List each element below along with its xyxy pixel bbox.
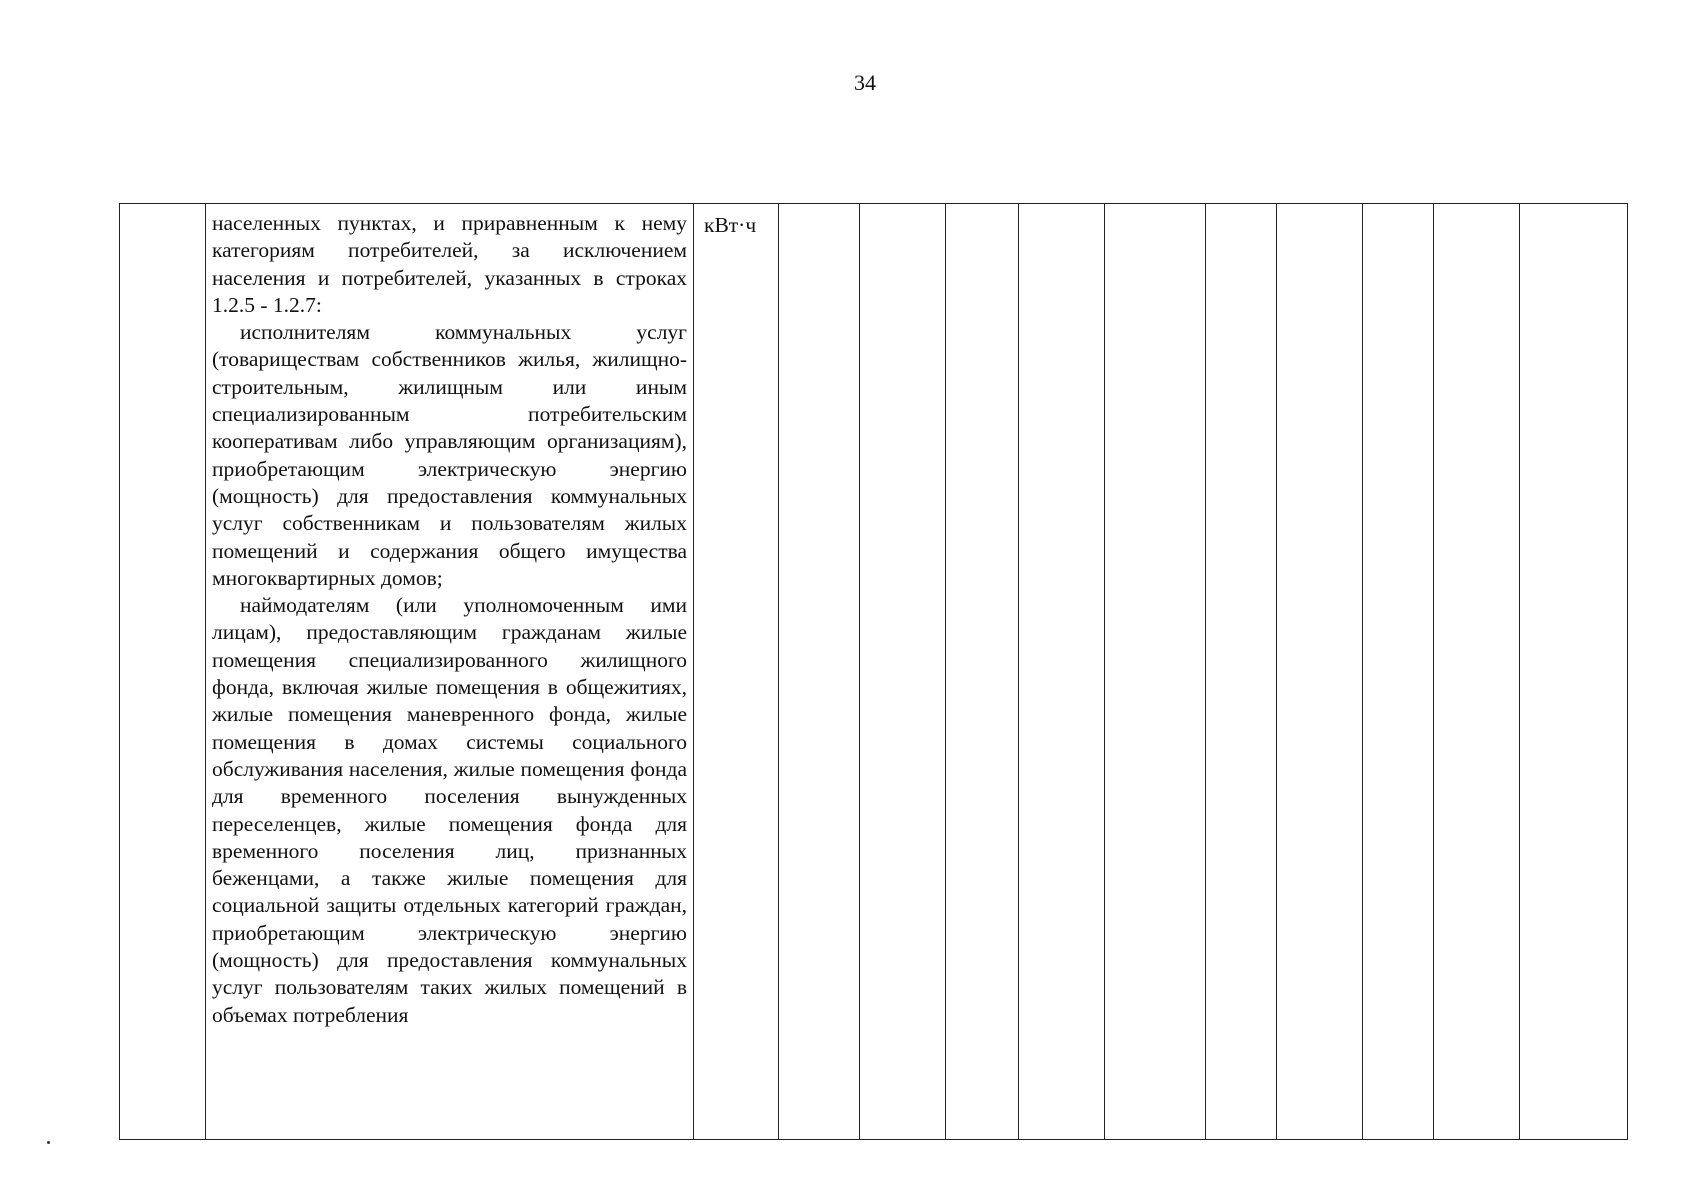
value-cell	[1019, 204, 1105, 1140]
value-cell	[1363, 204, 1434, 1140]
row-number-cell	[120, 204, 206, 1140]
value-cell	[1434, 204, 1520, 1140]
page-number: 34	[854, 70, 876, 95]
value-cell	[860, 204, 946, 1140]
scan-speck	[47, 1141, 50, 1144]
value-cell	[1277, 204, 1363, 1140]
table-row	[120, 204, 1628, 1140]
description-paragraph: населенных пунктах, и приравненным к нему категориям потребителей, за исключением населения и потребителей, указанных в строках 1.2.5 - 1.2.7:	[212, 211, 687, 317]
value-cell	[1520, 204, 1628, 1140]
value-cell	[779, 204, 860, 1140]
value-cell	[1206, 204, 1277, 1140]
value-cell	[946, 204, 1019, 1140]
description-cell	[206, 204, 694, 1140]
value-cell	[1105, 204, 1206, 1140]
tariff-table	[119, 203, 1628, 1140]
description-paragraph: наймодателям (или уполномоченным ими лицам), предоставляющим гражданам жилые помещения специализированного жилищного фонда, включая жилые помещения в общежитиях, жилые помещения маневренного фонда, жилые помещения в домах системы социального обслуживания населения, жилые помещения фонда для временного поселения вынужденных переселенцев, жилые помещения фонда для временного поселения лиц, признанных беженцами, а также жилые помещения для социальной защиты отдельных категорий граждан, приобретающим электрическую энергию (мощность) для предоставления коммунальных услуг пользователям таких жилых помещений в объемах потребления	[212, 593, 687, 1027]
unit-cell: кВт·ч	[694, 204, 779, 1140]
description-paragraph: исполнителям коммунальных услуг (товариществам собственников жилья, жилищно-строительным, жилищным или иным специализированным потребительским кооперативам либо управляющим организациям), приобретающим электрическую энергию (мощность) для предоставления коммунальных услуг собственникам и пользователям жилых помещений и содержания общего имущества многоквартирных домов;	[212, 320, 687, 590]
